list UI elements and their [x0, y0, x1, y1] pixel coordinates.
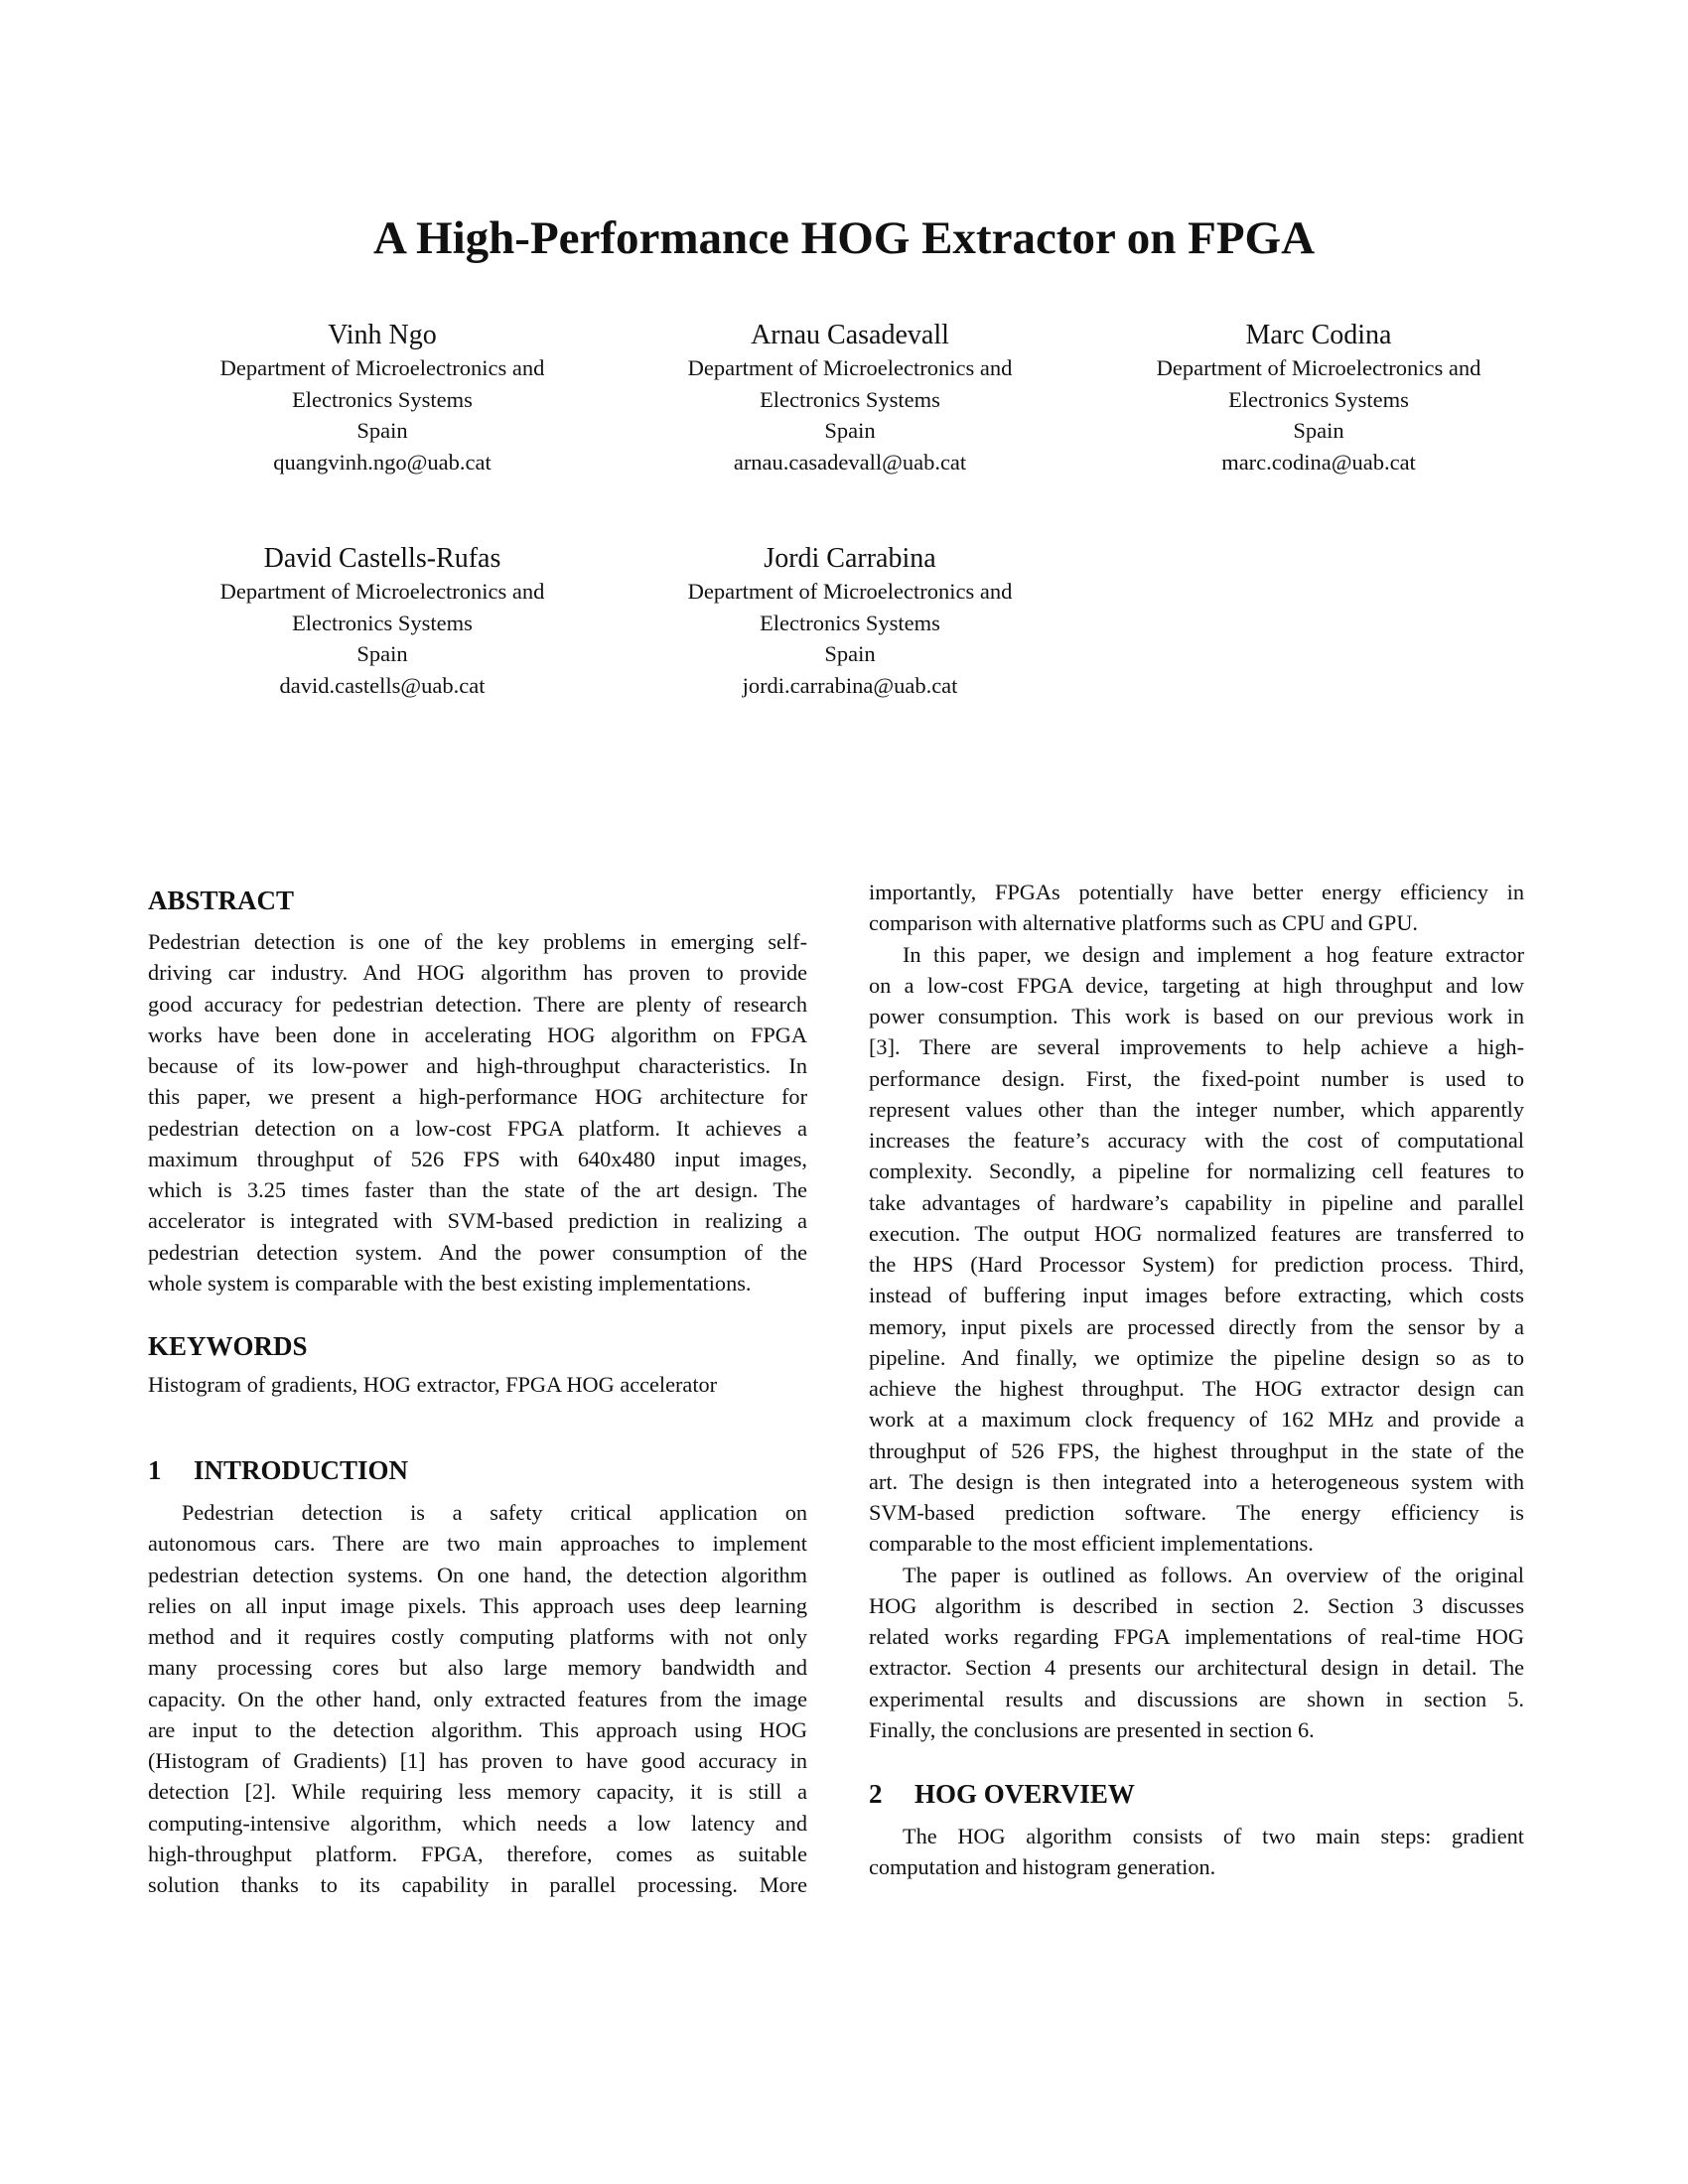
text-line: relies on all input image pixels. This approach uses deep learning	[148, 1592, 807, 1618]
text-line: memory, input pixels are processed directly from the sensor by a	[869, 1313, 1524, 1339]
paper-title: A High-Performance HOG Extractor on FPGA	[372, 212, 1316, 264]
text-line: because of its low-power and high-throughput characteristics. In	[148, 1053, 807, 1078]
author-affiliation: Electronics Systems	[1228, 386, 1409, 412]
author-affiliation: Department of Microelectronics and	[219, 579, 545, 604]
text-line: detection [2]. While requiring less memory capacity, it is still a	[148, 1779, 807, 1805]
text-line: art. The design is then integrated into a heterogeneous system with	[869, 1468, 1524, 1494]
abstract-body	[148, 926, 807, 1298]
author-affiliation: Department of Microelectronics and	[687, 579, 1013, 604]
author-block	[164, 541, 601, 701]
text-line: Pedestrian detection is one of the key problems in emerging self-	[148, 929, 807, 954]
text-line: SVM-based prediction software. The energy efficiency is	[869, 1500, 1524, 1525]
text-line: complexity. Secondly, a pipeline for normalizing cell features to	[869, 1159, 1524, 1184]
text-line: importantly, FPGAs potentially have better energy efficiency in	[869, 880, 1524, 904]
text-line: accelerator is integrated with SVM-based prediction in realizing a	[148, 1208, 807, 1234]
text-line: many processing cores but also large memory bandwidth and	[148, 1655, 807, 1681]
keywords-heading: KEYWORDS	[148, 1331, 308, 1361]
text-line: power consumption. This work is based on our previous work in	[869, 1004, 1524, 1028]
text-line: experimental results and discussions are shown in section 5.	[869, 1686, 1524, 1711]
text-line: The paper is outlined as follows. An overview of the original	[903, 1562, 1524, 1587]
author-block	[632, 318, 1068, 478]
section-heading-hog-overview	[869, 1777, 1135, 1811]
text-line: increases the feature’s accuracy with the cost of computational	[869, 1128, 1524, 1153]
author-affiliation: Electronics Systems	[760, 386, 940, 412]
text-line: comparison with alternative platforms such as CPU and GPU.	[869, 910, 1418, 936]
text-line: which is 3.25 times faster than the state of the art design. The	[148, 1177, 807, 1202]
author-block	[632, 541, 1068, 701]
author-affiliation: Department of Microelectronics and	[219, 355, 545, 380]
keywords-body	[148, 1369, 807, 1400]
section-number: 2	[869, 1779, 883, 1809]
section-number: 1	[148, 1455, 162, 1485]
text-line: high-throughput platform. FPGA, therefore, comes as suitable	[148, 1841, 807, 1866]
text-line: Pedestrian detection is a safety critical application on	[182, 1500, 807, 1525]
text-line: comparable to the most efficient implementations.	[869, 1531, 1314, 1557]
author-email: marc.codina@uab.cat	[1221, 449, 1416, 475]
text-line: execution. The output HOG normalized features are transferred to	[869, 1220, 1524, 1246]
author-affiliation: Electronics Systems	[292, 610, 473, 635]
text-line: are input to the detection algorithm. This approach using HOG	[148, 1716, 807, 1742]
author-country: Spain	[824, 418, 876, 443]
author-affiliation: Electronics Systems	[292, 386, 473, 412]
text-line: driving car industry. And HOG algorithm has proven to provide	[148, 960, 807, 986]
author-name: David Castells-Rufas	[263, 543, 501, 574]
text-line: performance design. First, the fixed-point number is used to	[869, 1065, 1524, 1091]
text-line: pedestrian detection systems. On one hand, the detection algorithm	[148, 1562, 807, 1587]
text-line: works have been done in accelerating HOG algorithm on FPGA	[148, 1022, 807, 1047]
text-line: related works regarding FPGA implementations of real-time HOG	[869, 1624, 1524, 1649]
author-country: Spain	[356, 418, 408, 443]
introduction-body	[148, 1497, 807, 1900]
author-affiliation: Electronics Systems	[760, 610, 940, 635]
text-line: pedestrian detection system. And the power consumption of the	[148, 1239, 807, 1265]
text-line: method and it requires costly computing platforms with not only	[148, 1624, 807, 1649]
text-line: throughput of 526 FPS, the highest throughput in the state of the	[869, 1437, 1524, 1463]
text-line: capacity. On the other hand, only extracted features from the image	[148, 1686, 807, 1711]
section-title: HOG OVERVIEW	[914, 1779, 1135, 1809]
author-name: Vinh Ngo	[328, 320, 437, 350]
text-line: good accuracy for pedestrian detection. There are plenty of research	[148, 991, 807, 1017]
text-line: achieve the highest throughput. The HOG extractor design can	[869, 1376, 1524, 1401]
author-affiliation: Department of Microelectronics and	[687, 355, 1013, 380]
text-line: on a low-cost FPGA device, targeting at high throughput and low	[869, 972, 1524, 998]
text-line: HOG algorithm is described in section 2. Section 3 discusses	[869, 1592, 1524, 1618]
text-line: the HPS (Hard Processor System) for prediction process. Third,	[869, 1252, 1524, 1277]
author-country: Spain	[824, 641, 876, 666]
author-email: quangvinh.ngo@uab.cat	[273, 449, 492, 475]
text-line: pipeline. And finally, we optimize the pipeline design so as to	[869, 1344, 1524, 1370]
text-line: computation and histogram generation.	[869, 1854, 1216, 1880]
text-line: whole system is comparable with the best existing implementations.	[148, 1270, 752, 1296]
text-line: pedestrian detection on a low-cost FPGA platform. It achieves a	[148, 1115, 807, 1141]
author-email: jordi.carrabina@uab.cat	[742, 672, 958, 698]
introduction-continued-body	[869, 877, 1524, 1745]
abstract-heading: ABSTRACT	[148, 886, 295, 915]
author-email: david.castells@uab.cat	[279, 672, 486, 698]
text-line: (Histogram of Gradients) [1] has proven to have good accuracy in	[148, 1748, 807, 1773]
author-block	[1100, 318, 1537, 478]
text-line: [3]. There are several improvements to help achieve a high-	[869, 1034, 1524, 1060]
text-line: take advantages of hardware’s capability in pipeline and parallel	[869, 1189, 1524, 1215]
author-affiliation: Department of Microelectronics and	[1156, 355, 1481, 380]
text-line: Finally, the conclusions are presented in section 6.	[869, 1716, 1315, 1742]
text-line: represent values other than the integer number, which apparently	[869, 1096, 1524, 1122]
author-block	[164, 318, 601, 478]
text-line: extractor. Section 4 presents our architectural design in detail. The	[869, 1655, 1524, 1681]
section-title: INTRODUCTION	[194, 1455, 409, 1485]
text-line: maximum throughput of 526 FPS with 640x480 input images,	[148, 1146, 807, 1171]
section-heading-introduction	[148, 1453, 408, 1487]
author-country: Spain	[356, 641, 408, 666]
author-name: Marc Codina	[1245, 320, 1392, 350]
text-line: The HOG algorithm consists of two main steps: gradient	[903, 1824, 1524, 1848]
text-line: solution thanks to its capability in parallel processing. More	[148, 1872, 807, 1897]
text-line: In this paper, we design and implement a hog feature extractor	[903, 941, 1524, 967]
hog-overview-body	[869, 1821, 1524, 1883]
author-email: arnau.casadevall@uab.cat	[733, 449, 967, 475]
text-line: computing-intensive algorithm, which needs a low latency and	[148, 1810, 807, 1836]
text-line: instead of buffering input images before extracting, which costs	[869, 1283, 1524, 1308]
author-name: Arnau Casadevall	[751, 320, 949, 350]
text-line: Histogram of gradients, HOG extractor, FPGA HOG accelerator	[148, 1372, 718, 1397]
author-country: Spain	[1293, 418, 1344, 443]
text-line: this paper, we present a high-performance HOG architecture for	[148, 1084, 807, 1110]
text-line: autonomous cars. There are two main approaches to implement	[148, 1531, 807, 1557]
author-name: Jordi Carrabina	[764, 543, 936, 574]
text-line: work at a maximum clock frequency of 162 MHz and provide a	[869, 1407, 1524, 1433]
